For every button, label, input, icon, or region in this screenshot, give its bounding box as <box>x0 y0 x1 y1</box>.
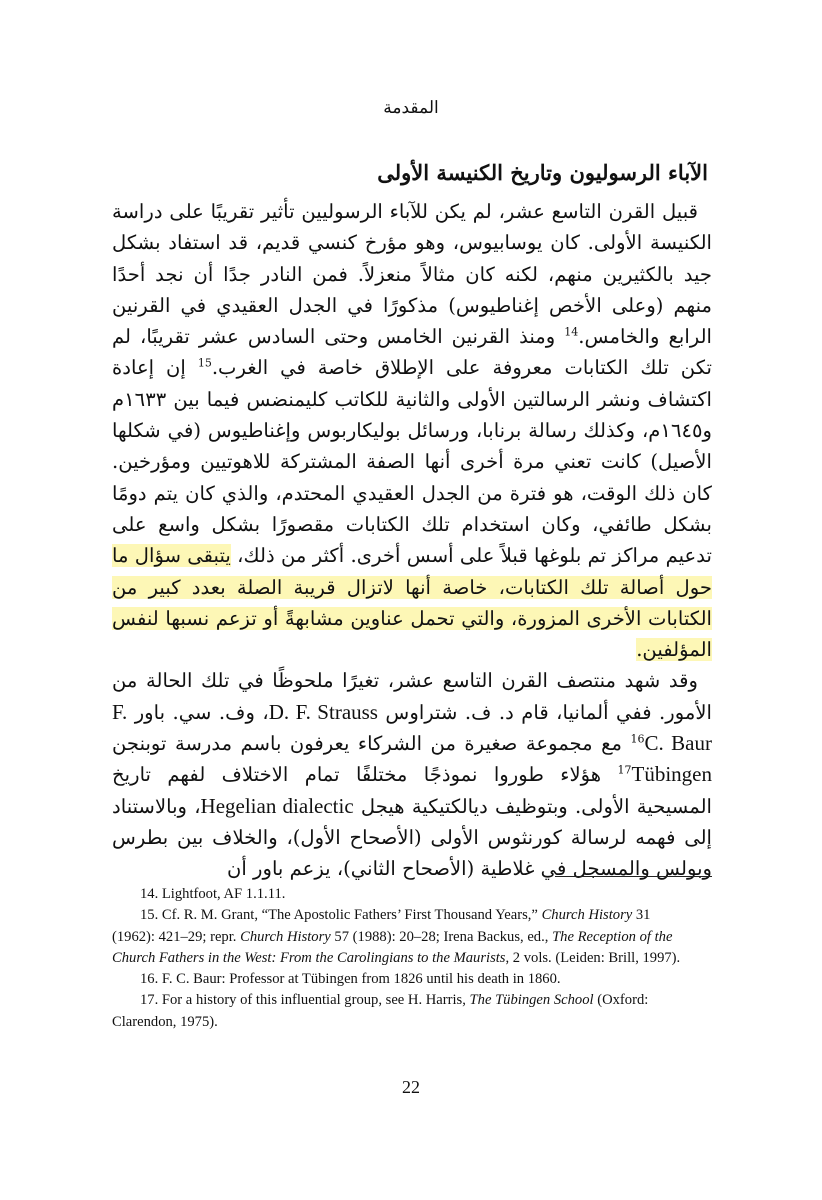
book-title: The Reception of the Church Fathers in the West: From the Carolingians to the Maurists <box>112 928 673 966</box>
text-run: 31 (1962): 421–29; repr. <box>112 907 651 945</box>
text-run: ، وبالاستناد إلى فهمه لرسالة كورنثوس الأولى (الأصحاح الأول)، والخلاف بين بطرس وبولس والمسجل في غلاطية (الأصحاح الثاني)، يزعم باور أن <box>112 794 712 881</box>
footnote-ref-17[interactable]: 17 <box>617 763 632 777</box>
highlighted-passage: يتبقى سؤال ما حول أصالة تلك الكتابات، خاصة أنها لاتزال قريبة الصلة بعدد كبير من الكتابات الأخرى المزورة، والتي تحمل عناوين مشابهةً أو تزعم نسبها لنفس المؤلفين. <box>112 544 712 662</box>
footnote-14: 14. Lightfoot, AF 1.1.11. <box>140 886 286 902</box>
text-run: 17. For a history of this influential group, see H. Harris, <box>140 992 470 1009</box>
journal-title: Church History <box>240 928 331 945</box>
text-run: مع مجموعة صغيرة من الشركاء يعرفون باسم مدرسة توبنجن <box>112 732 631 756</box>
running-header: المقدمة <box>383 98 439 118</box>
journal-title: Church History <box>541 907 633 924</box>
paragraph-1 <box>112 196 712 665</box>
text-run: هؤلاء طوروا نموذجًا مختلفًا تمام الاختلاف لفهم تاريخ المسيحية الأولى. وبتوظيف ديالكتيكية هيجل <box>112 763 712 818</box>
book-title: The Tübingen School <box>469 992 594 1009</box>
latin-name-tubingen: Tübingen <box>631 762 712 787</box>
footnote-divider <box>555 876 712 877</box>
text-run: (Oxford: Clarendon, 1975). <box>112 992 649 1030</box>
footnote-ref-14[interactable]: 14 <box>564 325 579 339</box>
text-run: قبيل القرن التاسع عشر، لم يكن للآباء الرسوليين تأثير تقريبًا على دراسة الكنيسة الأولى. كان يوسابيوس، وهو مؤرخ كنسي قديم، قد استفاد بشكل جيد بالكثيرين منهم، لكنه كان مثالاً منعزلاً. فمن النادر جدًا أن نجد أحدًا منهم (وعلى الأخص إغناطيوس) مذكورًا في الجدل العقيدي في القرنين الرابع والخامس. <box>112 200 712 349</box>
text-run: وقد شهد منتصف القرن التاسع عشر، تغيرًا ملحوظًا في تلك الحالة من الأمور. ففي ألمانيا، قام د. ف. شتراوس <box>112 669 712 724</box>
footnote-17 <box>112 990 692 1033</box>
latin-term-hegel: Hegelian dialectic <box>200 793 354 818</box>
footnote-16: 16. F. C. Baur: Professor at Tübingen from 1826 until his death in 1860. <box>140 971 561 988</box>
text-run: ، وف. سي. باور <box>127 700 269 724</box>
latin-name-baur: F. C. Baur <box>112 699 713 756</box>
footnote-ref-15[interactable]: 15 <box>197 356 212 370</box>
text-run: ومنذ القرنين الخامس وحتى السادس عشر تقريبًا، لم تكن تلك الكتابات معروفة على الإطلاق خاصة في الغرب. <box>112 325 713 380</box>
text-run: , 2 vols. (Leiden: Brill, 1997). <box>505 949 681 966</box>
text-run: 57 (1988): 20–28; Irena Backus, ed., <box>330 928 553 945</box>
text-run: 15. Cf. R. M. Grant, “The Apostolic Fathers’ First Thousand Years,” <box>140 907 542 924</box>
footnote-15 <box>112 905 692 969</box>
section-heading: الآباء الرسوليون وتاريخ الكنيسة الأولى <box>377 160 708 185</box>
text-run: إن إعادة اكتشاف ونشر الرسالتين الأولى والثانية للكاتب كليمنضس فيما بين ١٦٣٣م و١٦٤٥م، وكذلك رسالة برنابا، ورسائل بوليكاربوس وإغناطيوس (في شكلها الأصيل) كانت تعني مرة أخرى أنها الصفة المشتركة للاهوتيين ومؤرخين. كان ذلك الوقت، هو فترة من الجدل العقيدي المحتدم، والذي كان يتم دومًا بشكل طائفي، وكان استخدام تلك الكتابات مقصورًا بشكل واسع على تدعيم مراكز تم بلوغها قبلاً على أسس أخرى. أكثر من ذلك، <box>112 356 712 568</box>
page-number: 22 <box>402 1077 420 1097</box>
latin-name-strauss: D. F. Strauss <box>268 699 378 724</box>
body-text <box>112 196 712 885</box>
footnotes <box>112 884 692 1033</box>
paragraph-2 <box>112 665 712 884</box>
footnote-ref-16[interactable]: 16 <box>630 732 645 746</box>
